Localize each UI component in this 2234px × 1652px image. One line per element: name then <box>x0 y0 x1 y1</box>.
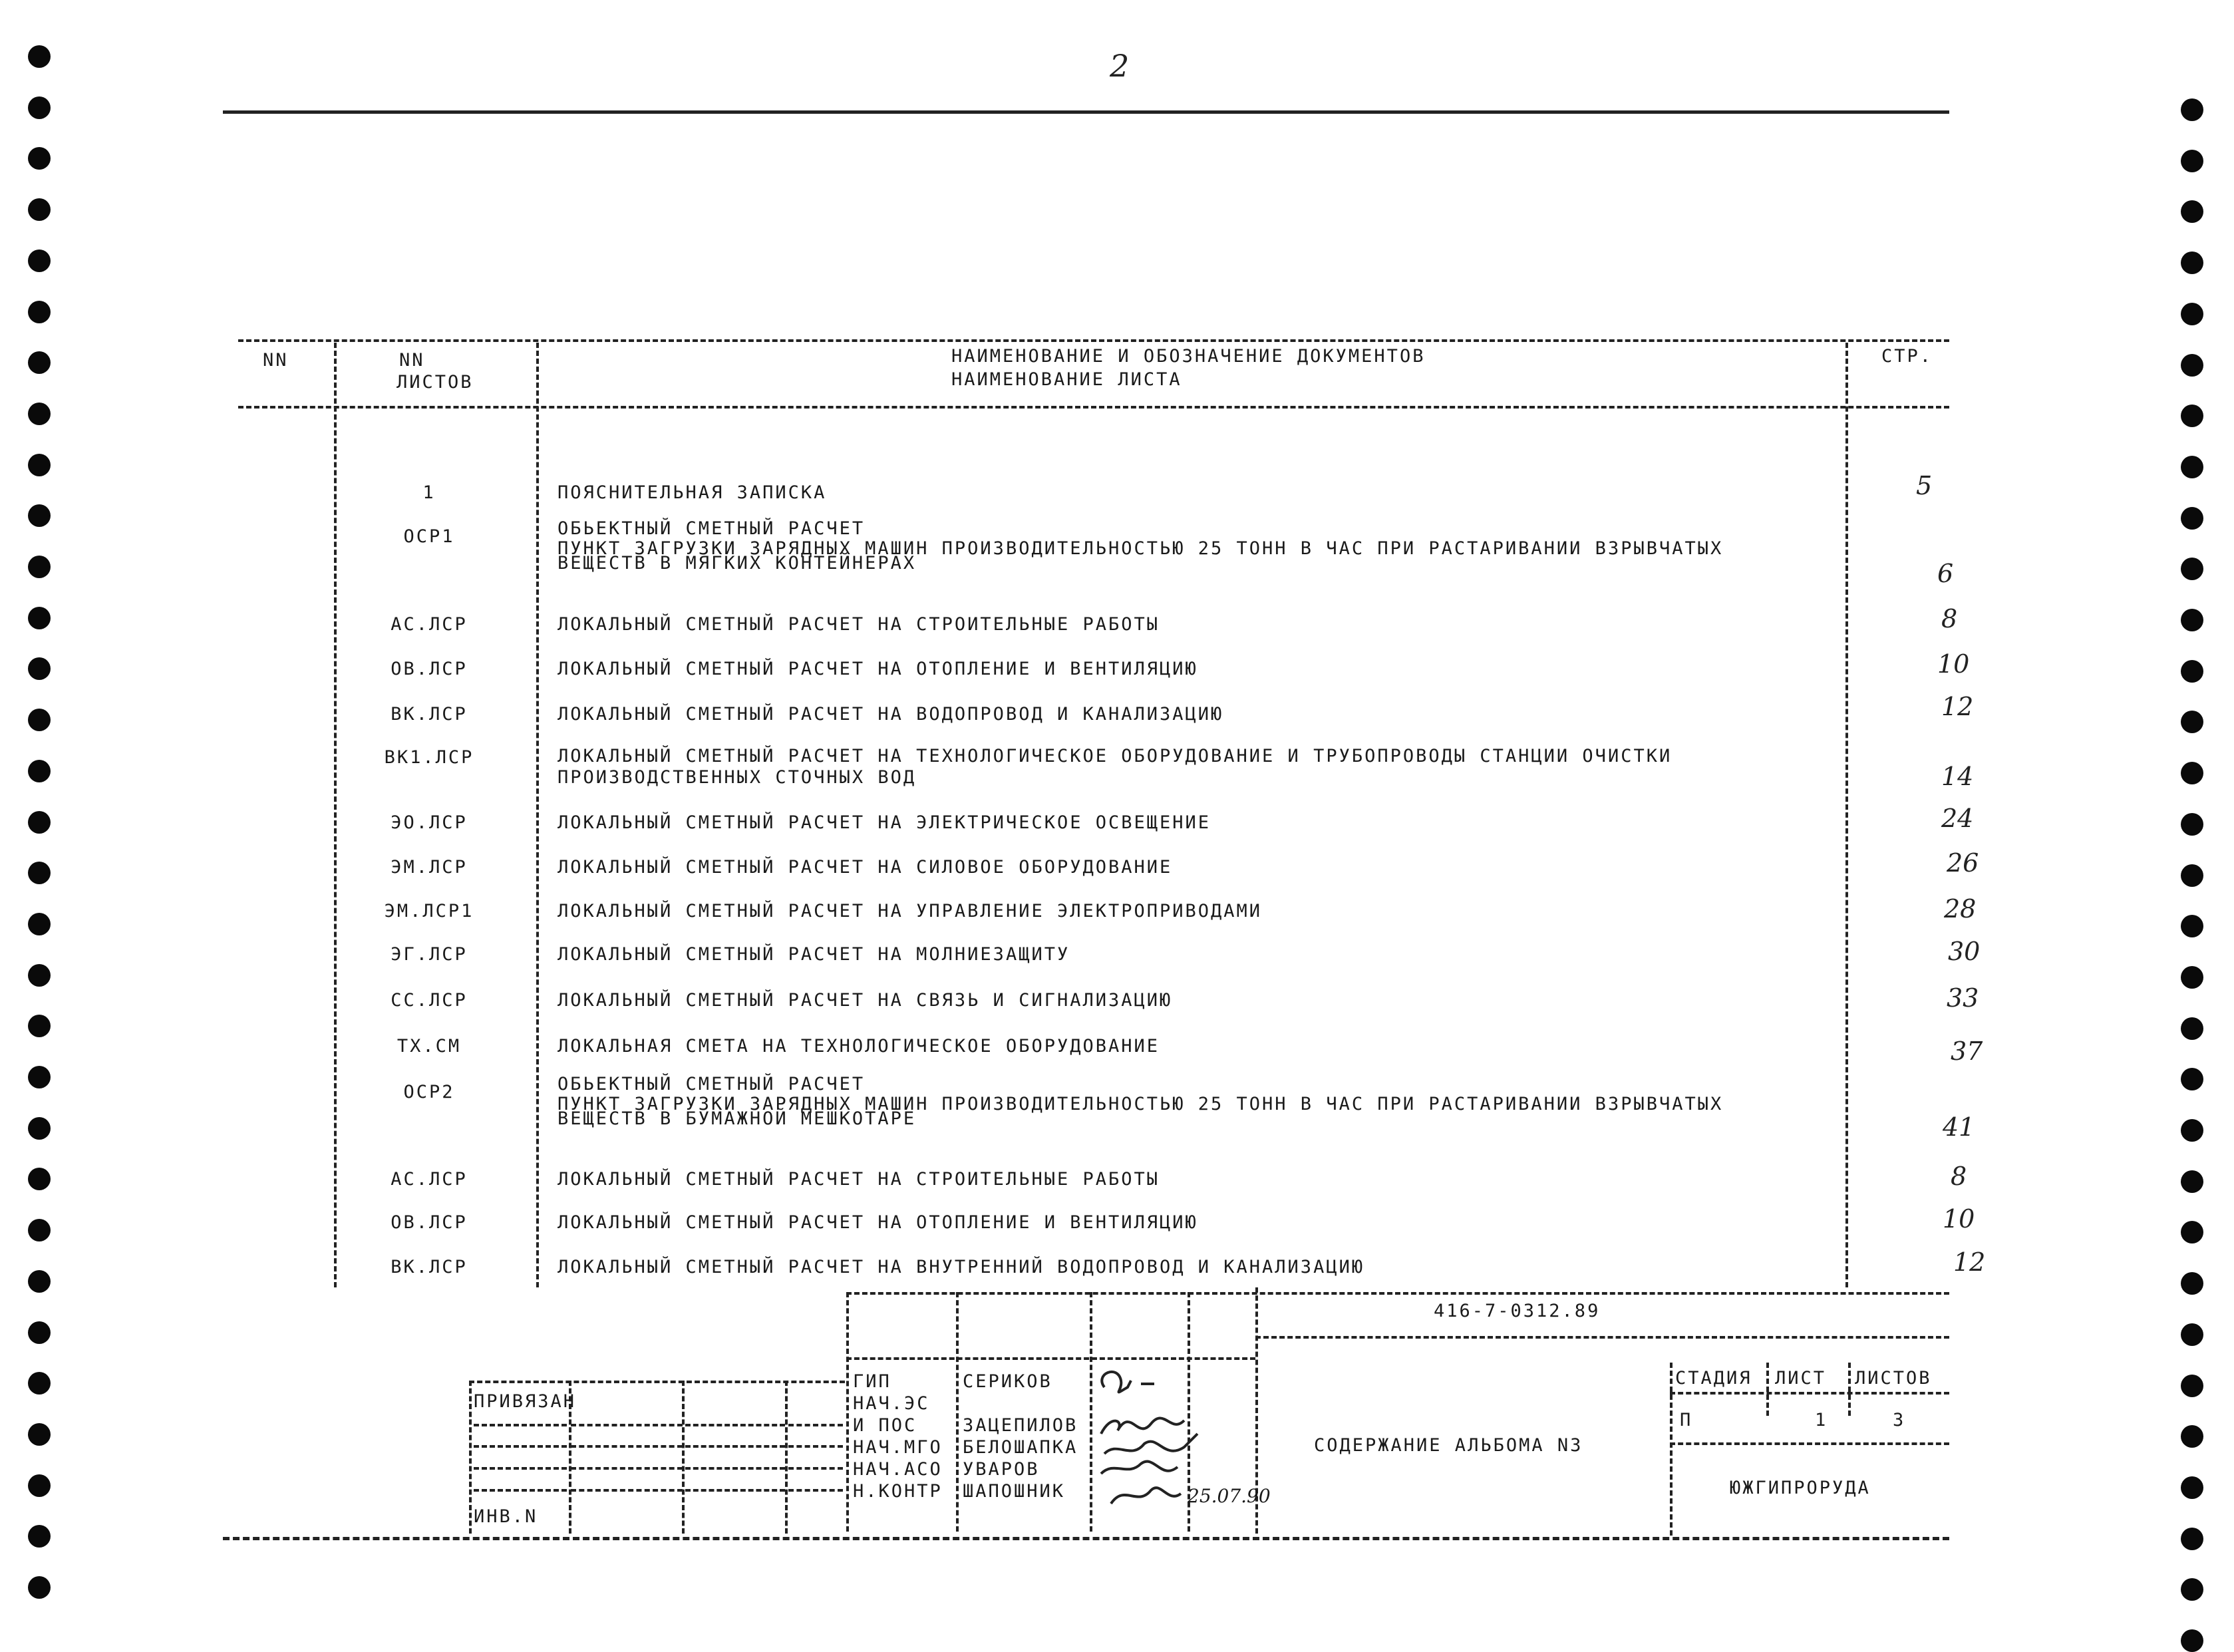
perforation-hole <box>28 1423 51 1446</box>
row-code: ЭО.ЛСР <box>391 812 468 833</box>
stamp-rule-2 <box>846 1357 1255 1360</box>
grid-line <box>474 1489 567 1492</box>
row-code: ЭГ.ЛСР <box>391 944 468 965</box>
stamp-role-3: И ПОС <box>853 1415 917 1436</box>
perforation-hole <box>28 1168 51 1190</box>
perforation-hole <box>28 249 51 272</box>
perforation-hole <box>2181 1629 2203 1652</box>
perforation-hole <box>28 1066 51 1088</box>
stamp-stage: П <box>1680 1410 1693 1430</box>
stamp-name-4: УВАРОВ <box>963 1459 1040 1480</box>
stamp-rule-5 <box>1670 1442 1949 1445</box>
row-page: 10 <box>1943 1204 1975 1234</box>
perforation-hole <box>28 147 51 170</box>
perforation-hole <box>28 913 51 935</box>
perforation-hole <box>28 964 51 987</box>
row-page: 28 <box>1944 894 1977 923</box>
perforation-hole <box>2181 1017 2203 1040</box>
stamp-date: 25.07.90 <box>1188 1485 1271 1507</box>
perforation-hole <box>2181 1323 2203 1346</box>
row-name-line: ОБЬЕКТНЫЙ СМЕТНЫЙ РАСЧЕТ <box>558 518 866 539</box>
row-page: 12 <box>1941 692 1974 721</box>
row-code: ОВ.ЛСР <box>391 659 468 679</box>
grid-line <box>788 1424 843 1426</box>
perforation-hole <box>28 45 51 68</box>
perforation-hole <box>2181 1221 2203 1243</box>
stamp-role-6: Н.КОНТР <box>853 1481 943 1502</box>
stamp-stage-label: СТАДИЯ <box>1675 1368 1752 1389</box>
perforation-hole <box>2181 1119 2203 1142</box>
perforation-hole <box>2181 1578 2203 1601</box>
stamp-name-3: БЕЛОШАПКА <box>963 1437 1078 1458</box>
perforation-hole <box>2181 1272 2203 1295</box>
header-name-2: НАИМЕНОВАНИЕ ЛИСТА <box>951 369 1182 390</box>
grid-line <box>685 1489 785 1492</box>
stamp-vline-1 <box>846 1292 849 1532</box>
perforation-hole <box>2181 915 2203 937</box>
perforation-hole <box>2181 609 2203 631</box>
row-name-line: ПОЯСНИТЕЛЬНАЯ ЗАПИСКА <box>558 482 827 503</box>
stamp-role-1: ГИП <box>853 1371 891 1392</box>
grid-line <box>474 1445 567 1448</box>
perforation-hole <box>28 351 51 374</box>
perforation-hole <box>2181 1425 2203 1448</box>
page-number: 2 <box>1110 48 1130 84</box>
grid-line <box>788 1489 843 1492</box>
perforation-hole <box>2181 1170 2203 1193</box>
header-sheets-1: NN <box>399 350 425 371</box>
row-page: 8 <box>1941 604 1958 633</box>
stamp-rule-3 <box>1255 1336 1949 1339</box>
perforation-hole <box>2181 762 2203 784</box>
grid-vline <box>569 1381 571 1534</box>
perforation-hole <box>28 1219 51 1241</box>
stamp-name-1: СЕРИКОВ <box>963 1371 1052 1392</box>
grid-line <box>474 1467 567 1470</box>
row-name-line: ЛОКАЛЬНЫЙ СМЕТНЫЙ РАСЧЕТ НА СВЯЗЬ И СИГНАЛИЗАЦИЮ <box>558 990 1173 1011</box>
perforation-hole <box>2181 1375 2203 1397</box>
header-page: СТР. <box>1881 346 1933 367</box>
grid-line <box>571 1467 683 1470</box>
perforation-hole <box>2181 558 2203 580</box>
perforation-hole <box>28 96 51 119</box>
grid-line <box>788 1445 843 1448</box>
table-top-rule <box>238 339 1949 342</box>
stamp-role-4: НАЧ.МГО <box>853 1437 943 1458</box>
stamp-name-5: ШАПОШНИК <box>963 1481 1066 1502</box>
perforation-hole <box>28 1372 51 1395</box>
perforation-hole <box>28 709 51 731</box>
row-page: 26 <box>1947 848 1979 878</box>
row-code: АС.ЛСР <box>391 1169 468 1190</box>
perforation-hole <box>2181 1528 2203 1550</box>
row-page: 12 <box>1953 1247 1986 1277</box>
grid-vline <box>785 1381 788 1534</box>
row-code: ВК.ЛСР <box>391 704 468 725</box>
perforation-hole <box>28 1525 51 1548</box>
row-name-line: ЛОКАЛЬНЫЙ СМЕТНЫЙ РАСЧЕТ НА ВНУТРЕННИЙ ВОДОПРОВОД И КАНАЛИЗАЦИЮ <box>558 1257 1365 1277</box>
row-code: ЭМ.ЛСР1 <box>384 901 474 921</box>
perforation-hole <box>2181 1476 2203 1499</box>
perforation-hole <box>28 607 51 629</box>
grid-vline <box>469 1381 472 1534</box>
stamp-vline-2 <box>956 1292 959 1532</box>
row-name-line: ЛОКАЛЬНЫЙ СМЕТНЫЙ РАСЧЕТ НА ВОДОПРОВОД И КАНАЛИЗАЦИЮ <box>558 704 1224 725</box>
table-header-rule <box>238 406 1949 409</box>
perforation-hole <box>2181 251 2203 274</box>
grid-line <box>788 1467 843 1470</box>
perforation-hole <box>2181 456 2203 478</box>
grid-line <box>571 1489 683 1492</box>
stamp-title: СОДЕРЖАНИЕ АЛЬБОМА N3 <box>1314 1435 1583 1456</box>
stamp-sheets: 3 <box>1893 1410 1906 1430</box>
row-code: ТХ.СМ <box>397 1036 462 1057</box>
perforation-hole <box>28 1270 51 1293</box>
row-code: ВК.ЛСР <box>391 1257 468 1277</box>
stamp-doc-code: 416-7-0312.89 <box>1434 1301 1601 1321</box>
perforation-hole <box>28 1474 51 1497</box>
perforation-hole <box>2181 507 2203 530</box>
stamp-role-5: НАЧ.АСО <box>853 1459 943 1480</box>
perforation-hole <box>28 198 51 221</box>
row-code: АС.ЛСР <box>391 614 468 635</box>
perforation-hole <box>2181 354 2203 377</box>
perforation-hole <box>2181 200 2203 223</box>
row-code: ОСР2 <box>403 1082 455 1102</box>
perforation-hole <box>2181 98 2203 121</box>
row-page: 37 <box>1951 1037 1983 1066</box>
grid-line <box>474 1424 567 1426</box>
perforation-hole <box>2181 813 2203 836</box>
row-name-line: ЛОКАЛЬНЫЙ СМЕТНЫЙ РАСЧЕТ НА МОЛНИЕЗАЩИТУ <box>558 944 1070 965</box>
col-divider-3 <box>1845 343 1848 1287</box>
row-name-line: ЛОКАЛЬНЫЙ СМЕТНЫЙ РАСЧЕТ НА СТРОИТЕЛЬНЫЕ РАБОТЫ <box>558 1169 1160 1190</box>
header-name-1: НАИМЕНОВАНИЕ И ОБОЗНАЧЕНИЕ ДОКУМЕНТОВ <box>951 346 1426 367</box>
row-page: 30 <box>1948 937 1981 966</box>
grid-line <box>685 1467 785 1470</box>
grid-vline <box>682 1381 685 1534</box>
perforation-hole <box>2181 1068 2203 1090</box>
row-name-line: ЛОКАЛЬНЫЙ СМЕТНЫЙ РАСЧЕТ НА УПРАВЛЕНИЕ ЭЛЕКТРОПРИВОДАМИ <box>558 901 1263 921</box>
stamp-vline-7 <box>1766 1363 1769 1416</box>
perforation-hole <box>28 1576 51 1599</box>
row-code: ОСР1 <box>403 526 455 547</box>
row-name-line: ЛОКАЛЬНЫЙ СМЕТНЫЙ РАСЧЕТ НА СТРОИТЕЛЬНЫЕ РАБОТЫ <box>558 614 1160 635</box>
grid-line <box>685 1424 785 1426</box>
perforation-hole <box>2181 303 2203 325</box>
perforation-hole <box>28 811 51 834</box>
bottom-rule <box>223 1537 1949 1540</box>
perforation-hole <box>28 657 51 680</box>
perforation-hole <box>28 1117 51 1140</box>
perforation-hole <box>2181 150 2203 172</box>
row-page: 24 <box>1941 804 1974 833</box>
stamp-sheet-label: ЛИСТ <box>1775 1368 1827 1389</box>
stamp-org: ЮЖГИПРОРУДА <box>1730 1478 1871 1498</box>
row-name-line: ЛОКАЛЬНЫЙ СМЕТНЫЙ РАСЧЕТ НА ЭЛЕКТРИЧЕСКОЕ ОСВЕЩЕНИЕ <box>558 812 1211 833</box>
stamp-bound-label: ПРИВЯЗАН <box>474 1391 577 1412</box>
grid-line <box>571 1445 683 1448</box>
perforation-hole <box>28 556 51 578</box>
row-name-line: ПУНКТ ЗАГРУЗКИ ЗАРЯДНЫХ МАШИН ПРОИЗВОДИТЕЛЬНОСТЬЮ 25 ТОНН В ЧАС ПРИ РАСТАРИВАНИИ ВЗРЫВЧАТЫХ <box>558 1094 1724 1114</box>
stamp-name-2: ЗАЦЕПИЛОВ <box>963 1415 1078 1436</box>
stamp-left-rule <box>469 1381 845 1383</box>
perforation-hole <box>2181 864 2203 887</box>
row-name-line: ЛОКАЛЬНЫЙ СМЕТНЫЙ РАСЧЕТ НА ТЕХНОЛОГИЧЕСКОЕ ОБОРУДОВАНИЕ И ТРУБОПРОВОДЫ СТАНЦИИ ОЧИСТКИ <box>558 746 1673 766</box>
perforation-hole <box>28 1321 51 1344</box>
row-name-line: ЛОКАЛЬНАЯ СМЕТА НА ТЕХНОЛОГИЧЕСКОЕ ОБОРУДОВАНИЕ <box>558 1036 1160 1057</box>
perforation-hole <box>2181 711 2203 733</box>
row-name-line: ПРОИЗВОДСТВЕННЫХ СТОЧНЫХ ВОД <box>558 767 917 788</box>
row-name-line: ВЕЩЕСТВ В МЯГКИХ КОНТЕЙНЕРАХ <box>558 553 917 574</box>
row-page: 41 <box>1943 1112 1975 1142</box>
perforation-hole <box>28 760 51 782</box>
stamp-top-rule <box>846 1292 1949 1295</box>
grid-line <box>571 1424 683 1426</box>
perforation-hole <box>2181 405 2203 427</box>
header-sheets-2: ЛИСТОВ <box>397 372 474 393</box>
stamp-inv-label: ИНВ.N <box>474 1506 538 1527</box>
row-page: 6 <box>1937 559 1954 588</box>
row-page: 8 <box>1951 1162 1967 1191</box>
stamp-rule-4 <box>1670 1392 1949 1395</box>
col-divider-1 <box>334 343 337 1287</box>
perforation-hole <box>28 301 51 323</box>
top-rule <box>223 110 1949 114</box>
row-code: 1 <box>422 482 436 503</box>
row-code: ЭМ.ЛСР <box>391 857 468 878</box>
row-code: ВК1.ЛСР <box>384 747 474 768</box>
row-page: 5 <box>1916 471 1933 500</box>
row-name-line: ВЕЩЕСТВ В БУМАЖНОЙ МЕШКОТАРЕ <box>558 1108 917 1129</box>
row-page: 33 <box>1947 983 1979 1013</box>
stamp-vline-8 <box>1848 1363 1851 1416</box>
row-name-line: ОБЬЕКТНЫЙ СМЕТНЫЙ РАСЧЕТ <box>558 1074 866 1094</box>
col-divider-2 <box>536 343 539 1287</box>
stamp-sheets-label: ЛИСТОВ <box>1855 1368 1932 1389</box>
perforation-hole <box>28 504 51 527</box>
perforation-hole <box>28 403 51 425</box>
perforation-hole <box>28 862 51 884</box>
row-name-line: ЛОКАЛЬНЫЙ СМЕТНЫЙ РАСЧЕТ НА СИЛОВОЕ ОБОРУДОВАНИЕ <box>558 857 1173 878</box>
stamp-vline-6 <box>1670 1363 1673 1536</box>
grid-line <box>685 1445 785 1448</box>
row-code: СС.ЛСР <box>391 990 468 1011</box>
header-num: NN <box>263 350 289 371</box>
perforation-hole <box>2181 966 2203 989</box>
row-name-line: ЛОКАЛЬНЫЙ СМЕТНЫЙ РАСЧЕТ НА ОТОПЛЕНИЕ И ВЕНТИЛЯЦИЮ <box>558 659 1198 679</box>
row-page: 10 <box>1937 649 1970 679</box>
row-code: ОВ.ЛСР <box>391 1212 468 1233</box>
row-name-line: ЛОКАЛЬНЫЙ СМЕТНЫЙ РАСЧЕТ НА ОТОПЛЕНИЕ И ВЕНТИЛЯЦИЮ <box>558 1212 1198 1233</box>
perforation-hole <box>2181 660 2203 683</box>
perforation-hole <box>28 1015 51 1037</box>
row-page: 14 <box>1941 762 1974 791</box>
row-name-line: ПУНКТ ЗАГРУЗКИ ЗАРЯДНЫХ МАШИН ПРОИЗВОДИТЕЛЬНОСТЬЮ 25 ТОНН В ЧАС ПРИ РАСТАРИВАНИИ ВЗРЫВЧАТЫХ <box>558 538 1724 559</box>
stamp-role-2: НАЧ.ЭС <box>853 1393 930 1414</box>
perforation-hole <box>28 454 51 476</box>
stamp-sheet: 1 <box>1815 1410 1828 1430</box>
